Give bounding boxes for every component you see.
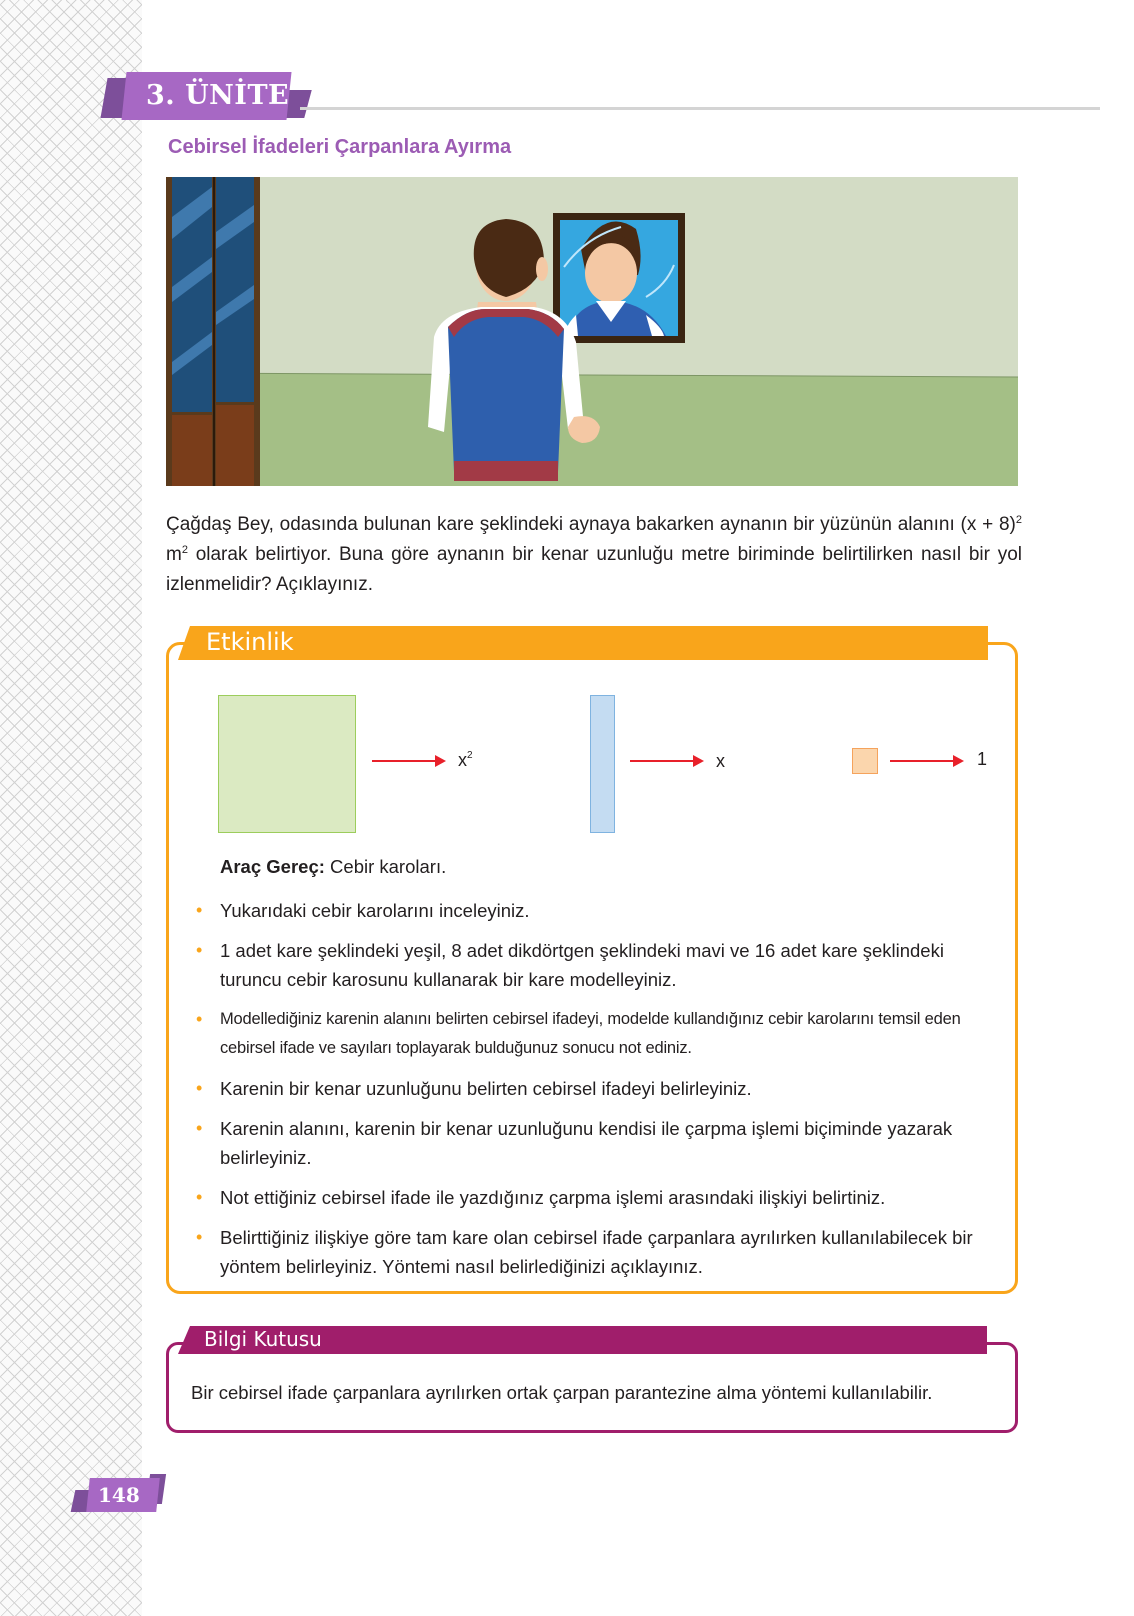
intro-paragraph: Çağdaş Bey, odasında bulunan kare şeklindeki aynaya bakarken aynanın bir yüzünün alanını $(x + 8)^2$ $m^2$ olarak belirtiyor. Buna göre aynanın bir kenar uzunluğu metre biriminde belirtilirken nasıl bir yol izlenmelidir? Açıklayınız. xyxy=(166,514,1022,595)
list-item: • Modellediğiniz karenin alanını belirten cebirsel ifadeyi, modelde kullandığınız cebir karolarını temsil eden cebirsel ifade ve sayıları toplayarak bulduğunuz sonucu not ediniz. xyxy=(196,1005,996,1063)
bullet-icon: • xyxy=(196,1009,203,1029)
tile-label-one: 1 xyxy=(977,749,988,769)
header-divider xyxy=(300,107,1100,110)
bullet-icon: • xyxy=(196,1187,203,1207)
page-number-badge xyxy=(88,1478,163,1512)
tile-label-x: x xyxy=(716,751,725,771)
section-title: Cebirsel İfadeleri Çarpanlara Ayırma xyxy=(168,136,512,158)
list-item: • Not ettiğiniz cebirsel ifade ile yazdığınız çarpma işlemi arasındaki ilişkiyi belirtiniz. xyxy=(196,1183,996,1212)
info-tab xyxy=(190,1326,987,1354)
info-text: Bir cebirsel ifade çarpanlara ayrılırken ortak çarpan parantezine alma yöntemi kullanılabilir. xyxy=(191,1382,933,1403)
algebra-tile-x-squared xyxy=(218,695,356,833)
bullet-icon: • xyxy=(196,900,203,920)
side-pattern xyxy=(0,0,142,1616)
list-item: • Karenin alanını, karenin bir kenar uzunluğunu kendisi ile çarpma işlemi biçiminde yazarak belirleyiniz. xyxy=(196,1114,996,1172)
unit-label: 3. ÜNİTE xyxy=(146,80,290,111)
bullet-icon: • xyxy=(196,1078,203,1098)
arrow-icon xyxy=(372,760,444,762)
bullet-icon: • xyxy=(196,1118,203,1138)
page-number: 148 xyxy=(98,1483,140,1507)
activity-tab xyxy=(190,626,988,660)
list-item: • 1 adet kare şeklindeki yeşil, 8 adet dikdörtgen şeklindeki mavi ve 16 adet kare şeklindeki turuncu cebir karosunu kullanarak bir kare modelleyiniz. xyxy=(196,936,996,994)
algebra-tile-x xyxy=(590,695,615,833)
activity-title: Etkinlik xyxy=(206,628,294,656)
activity-steps xyxy=(196,896,996,1292)
arrow-icon xyxy=(890,760,962,762)
tile-label-x-squared: $x^2$ xyxy=(458,750,473,770)
door xyxy=(166,177,260,486)
info-title: Bilgi Kutusu xyxy=(204,1327,322,1351)
list-item: • Belirttiğiniz ilişkiye göre tam kare olan cebirsel ifade çarpanlara ayrılırken kullanılabilecek bir yöntem belirleyiniz. Yöntemi nasıl belirlediğinizi açıklayınız. xyxy=(196,1223,996,1281)
list-item: • Karenin bir kenar uzunluğunu belirten cebirsel ifadeyi belirleyiniz. xyxy=(196,1074,996,1103)
bullet-icon: • xyxy=(196,940,203,960)
bullet-icon: • xyxy=(196,1227,203,1247)
list-item: • Yukarıdaki cebir karolarını inceleyiniz. xyxy=(196,896,996,925)
mirror xyxy=(553,213,685,343)
arrow-icon xyxy=(630,760,702,762)
illustration-man-at-mirror xyxy=(166,177,1018,486)
unit-banner xyxy=(124,72,304,120)
algebra-tile-one xyxy=(852,748,878,774)
materials-line: Araç Gereç: Cebir karoları. xyxy=(220,856,447,877)
